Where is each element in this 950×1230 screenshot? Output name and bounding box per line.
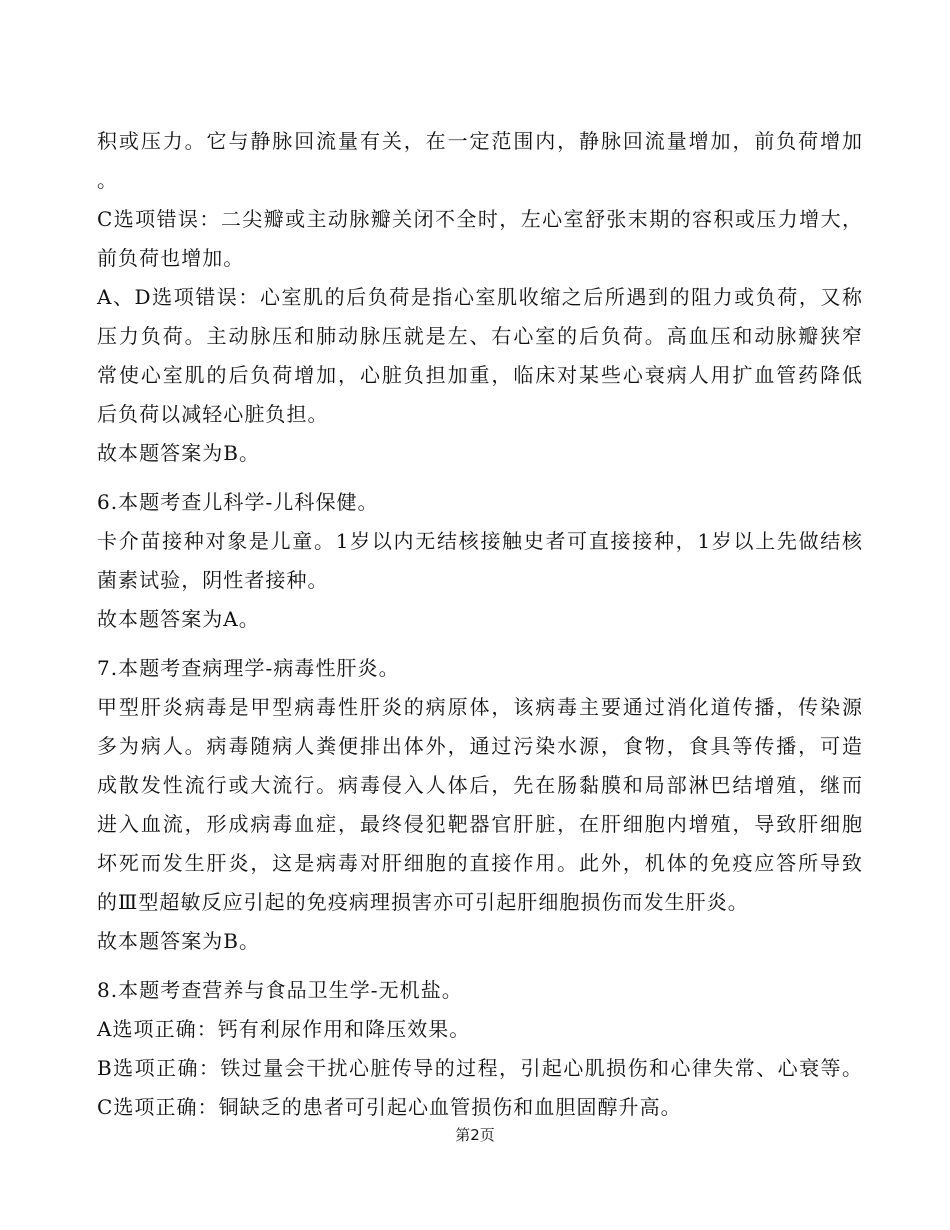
text-line: 前负荷也增加。 <box>97 246 245 270</box>
text-line: 多为病人。病毒随病人粪便排出体外，通过污染水源，食物，食具等传播，可造 <box>97 734 862 758</box>
text-line: 成散发性流行或大流行。病毒侵入人体后，先在肠黏膜和局部淋巴结增殖，继而 <box>97 773 862 797</box>
text-line: A选项正确：钙有利尿作用和降压效果。 <box>97 1017 471 1041</box>
text-line: 卡介苗接种对象是儿童。1岁以内无结核接触史者可直接接种，1岁以上先做结核 <box>97 529 862 553</box>
answer-line: 故本题答案为A。 <box>97 607 260 631</box>
text-line: 的Ⅲ型超敏反应引起的免疫病理损害亦可引起肝细胞损伤而发生肝炎。 <box>97 890 749 914</box>
text-line: 常使心室肌的后负荷增加，心脏负担加重，临床对某些心衰病人用扩血管药降低 <box>97 363 862 387</box>
page-number: 第2页 <box>455 1126 495 1144</box>
text-line: B选项正确：铁过量会干扰心脏传导的过程，引起心肌损伤和心律失常、心衰等。 <box>97 1056 862 1080</box>
text-line: C选项错误：二尖瓣或主动脉瓣关闭不全时，左心室舒张末期的容积或压力增大， <box>97 207 862 231</box>
question-heading: 7.本题考查病理学-病毒性肝炎。 <box>97 656 400 680</box>
document-body <box>97 122 862 1127</box>
text-line: C选项正确：铜缺乏的患者可引起心血管损伤和血胆固醇升高。 <box>97 1095 682 1119</box>
text-line: 压力负荷。主动脉压和肺动脉压就是左、右心室的后负荷。高血压和动脉瓣狭窄 <box>97 324 862 348</box>
question-block-8 <box>97 971 862 1127</box>
question-heading: 8.本题考查营养与食品卫生学-无机盐。 <box>97 978 463 1002</box>
question-block-7 <box>97 649 862 961</box>
text-line: 坏死而发生肝炎，这是病毒对肝细胞的直接作用。此外，机体的免疫应答所导致 <box>97 851 862 875</box>
text-line: 积或压力。它与静脉回流量有关，在一定范围内，静脉回流量增加，前负荷增加 <box>97 129 862 153</box>
text-line: 甲型肝炎病毒是甲型病毒性肝炎的病原体，该病毒主要通过消化道传播，传染源 <box>97 695 862 719</box>
paragraph-block <box>97 122 862 473</box>
text-line: 菌素试验，阴性者接种。 <box>97 568 329 592</box>
text-line: 进入血流，形成病毒血症，最终侵犯靶器官肝脏，在肝细胞内增殖，导致肝细胞 <box>97 812 862 836</box>
text-line: 。 <box>97 168 119 192</box>
answer-line: 故本题答案为B。 <box>97 929 261 953</box>
question-block-6 <box>97 483 862 639</box>
question-heading: 6.本题考查儿科学-儿科保健。 <box>97 490 379 514</box>
answer-line: 故本题答案为B。 <box>97 441 261 465</box>
text-line: A、D选项错误：心室肌的后负荷是指心室肌收缩之后所遇到的阻力或负荷，又称 <box>97 285 862 309</box>
text-line: 后负荷以减轻心脏负担。 <box>97 402 329 426</box>
